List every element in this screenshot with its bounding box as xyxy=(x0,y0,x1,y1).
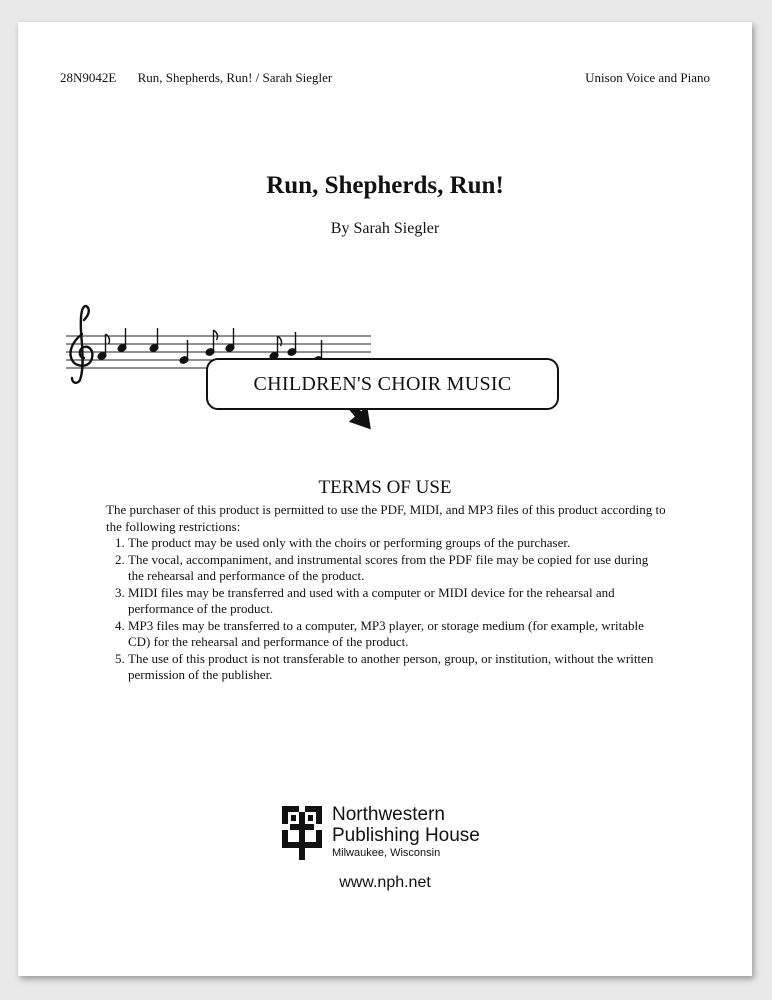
terms-of-use xyxy=(106,502,666,684)
terms-item: 4. MP3 files may be transferred to a computer, MP3 player, or storage medium (for example, writable CD) for the rehearsal and performance of the product. xyxy=(128,618,666,651)
byline: By Sarah Siegler xyxy=(330,220,440,237)
publisher-url: www.nph.net xyxy=(339,874,431,891)
document-page xyxy=(18,22,752,976)
publisher-name xyxy=(332,804,480,861)
terms-intro: The purchaser of this product is permitted to use the PDF, MIDI, and MP3 files of this product according to the following restrictions: xyxy=(106,502,666,534)
terms-item: 3. MIDI files may be transferred and used with a computer or MIDI device for the rehearsal and performance of the product. xyxy=(128,585,666,618)
catalog-number: 28N9042E xyxy=(60,70,117,85)
publisher-location: Milwaukee, Wisconsin xyxy=(332,847,441,859)
header-voicing: Unison Voice and Piano xyxy=(585,70,710,85)
nph-logo-icon xyxy=(280,804,324,862)
terms-item: 2. The vocal, accompaniment, and instrumental scores from the PDF file may be copied for use during the rehearsal and performance of the product. xyxy=(128,552,666,585)
publisher-block xyxy=(280,804,480,862)
terms-heading: TERMS OF USE xyxy=(318,477,452,498)
header-title-author: Run, Shepherds, Run! / Sarah Siegler xyxy=(137,70,333,85)
page-header xyxy=(60,70,710,86)
publisher-name-line1: Northwestern xyxy=(332,804,445,825)
terms-item: 5. The use of this product is not transferable to another person, group, or institution, without the written permission of the publisher. xyxy=(128,651,666,684)
terms-item: 1. The product may be used only with the choirs or performing groups of the purchaser. xyxy=(128,535,666,552)
logo-banner: CHILDREN'S CHOIR MUSIC xyxy=(206,358,559,410)
publisher-name-line2: Publishing House xyxy=(332,825,480,846)
page-title: Run, Shepherds, Run! xyxy=(266,172,504,199)
terms-list xyxy=(106,535,666,684)
header-left xyxy=(60,70,350,86)
